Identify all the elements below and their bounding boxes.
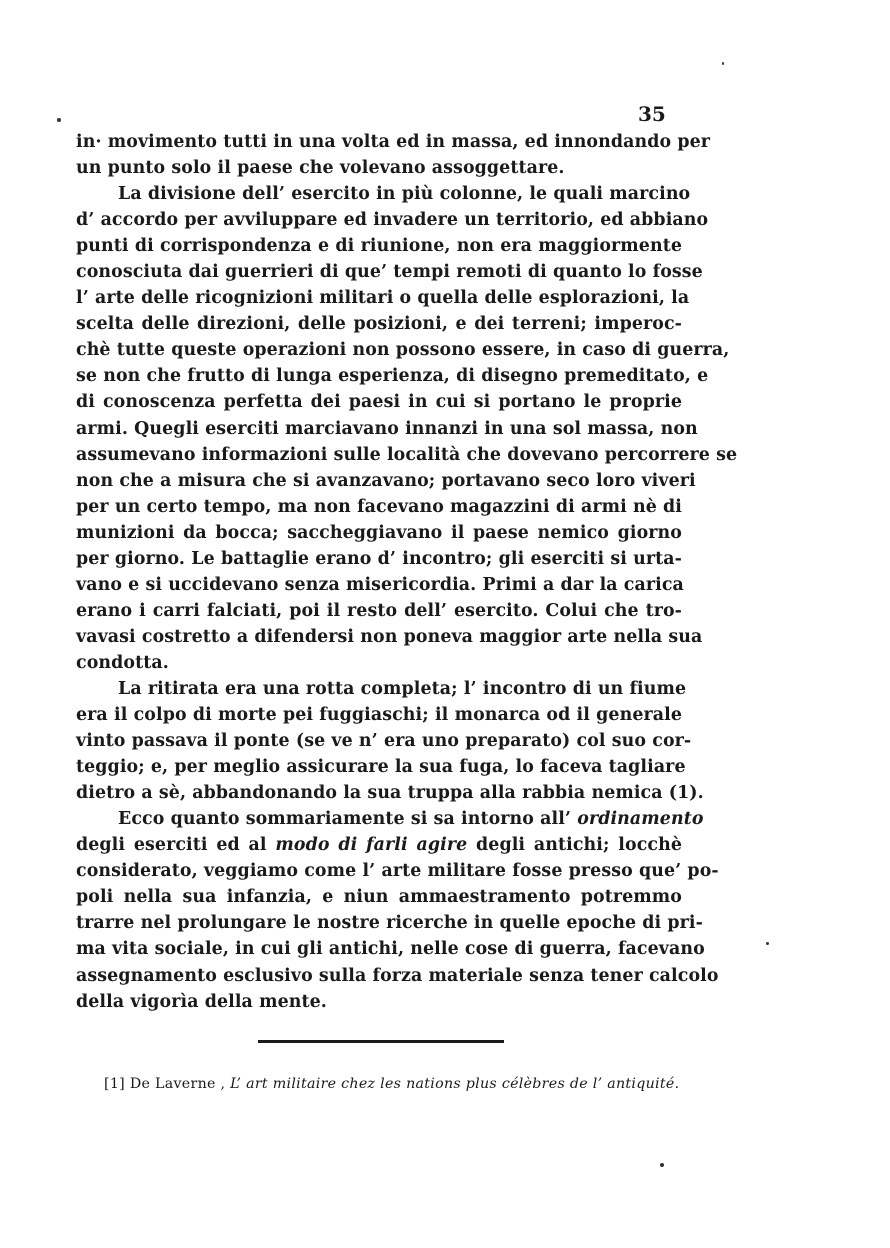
text-segment: Ecco quanto sommariamente si sa intorno all’ (118, 809, 572, 830)
italic-term: modo di farli agire (275, 835, 468, 856)
text-line: in· movimento tutti in una volta ed in massa, ed innondando per (76, 132, 711, 152)
text-line: se non che frutto di lunga esperienza, di disegno premeditato, e (76, 366, 709, 387)
print-speck (766, 942, 769, 945)
print-speck (660, 1163, 664, 1167)
text-line: di conoscenza perfetta dei paesi in cui si portano le proprie (76, 392, 682, 413)
text-line: vavasi costretto a difendersi non poneva maggior arte nella sua (76, 626, 703, 647)
text-line: scelta delle direzioni, delle posizioni, e dei terreni; imperoc- (76, 314, 682, 335)
text-line: trarre nel prolungare le nostre ricerche in quelle epoche di pri- (76, 913, 703, 934)
text-line: armi. Quegli eserciti marciavano innanzi in una sol massa, non (76, 418, 698, 439)
text-line: vinto passava il ponte (se ve n’ era uno preparato) col suo cor- (76, 731, 692, 752)
text-line: per un certo tempo, ma non facevano magazzini di armi nè di (76, 496, 682, 517)
print-speck (722, 62, 724, 65)
text-line: dietro a sè, abbandonando la sua truppa alla rabbia nemica (1). (76, 783, 704, 804)
text-line: ma vita sociale, in cui gli antichi, nelle cose di guerra, facevano (76, 939, 705, 960)
text-line: punti di corrispondenza e di riunione, non era maggiormente (76, 236, 682, 257)
text-line (76, 806, 704, 832)
text-line: non che a misura che si avanzavano; portavano seco loro viveri (76, 470, 696, 491)
text-line: chè tutte queste operazioni non possono essere, in caso di guerra, (76, 340, 730, 361)
footnote-author: De Laverne , (129, 1076, 226, 1092)
footnote-separator (258, 1040, 504, 1043)
text-line: un punto solo il paese che volevano assoggettare. (76, 158, 565, 179)
italic-term: ordinamento (577, 809, 704, 830)
text-line: La ritirata era una rotta completa; l’ incontro di un fiume (118, 678, 687, 699)
text-line: era il colpo di morte pei fuggiaschi; il monarca od il generale (76, 705, 682, 726)
text-line: vano e si uccidevano senza misericordia. Primi a dar la carica (76, 574, 684, 595)
text-line: condotta. (76, 652, 169, 673)
footnote (104, 1076, 684, 1092)
text-line: conosciuta dai guerrieri di que’ tempi remoti di quanto lo fosse (76, 262, 703, 283)
print-speck (57, 118, 61, 122)
text-line: La divisione dell’ esercito in più colonne, le quali marcino (118, 184, 691, 205)
text-line: della vigorìa della mente. (76, 991, 327, 1012)
page-number: 35 (638, 102, 666, 126)
text-segment: degli eserciti ed al (76, 835, 267, 856)
text-segment: degli antichi; locchè (476, 835, 682, 856)
text-line: teggio; e, per meglio assicurare la sua fuga, lo faceva tagliare (76, 757, 686, 778)
text-line: poli nella sua infanzia, e niun ammaestramento potremmo (76, 887, 682, 908)
text-line: considerato, veggiamo come l’ arte militare fosse presso que’ po- (76, 861, 719, 882)
text-line: munizioni da bocca; saccheggiavano il paese nemico giorno (76, 522, 682, 543)
text-line: assegnamento esclusivo sulla forza materiale senza tener calcolo (76, 965, 719, 986)
text-line: per giorno. Le battaglie erano d’ incontro; gli eserciti si urta- (76, 548, 682, 569)
footnote-mark: [1] (104, 1076, 125, 1092)
text-line (76, 832, 682, 858)
text-line: l’ arte delle ricognizioni militari o quella delle esplorazioni, la (76, 288, 690, 309)
footnote-title: L’ art militaire chez les nations plus célèbres de l’ antiquité. (230, 1076, 680, 1092)
text-line: d’ accordo per avviluppare ed invadere un territorio, ed abbiano (76, 210, 709, 231)
text-line: assumevano informazioni sulle località che dovevano percorrere se (76, 444, 738, 465)
body-text (76, 129, 738, 1015)
text-line: erano i carri falciati, poi il resto dell’ esercito. Colui che tro- (76, 600, 682, 621)
